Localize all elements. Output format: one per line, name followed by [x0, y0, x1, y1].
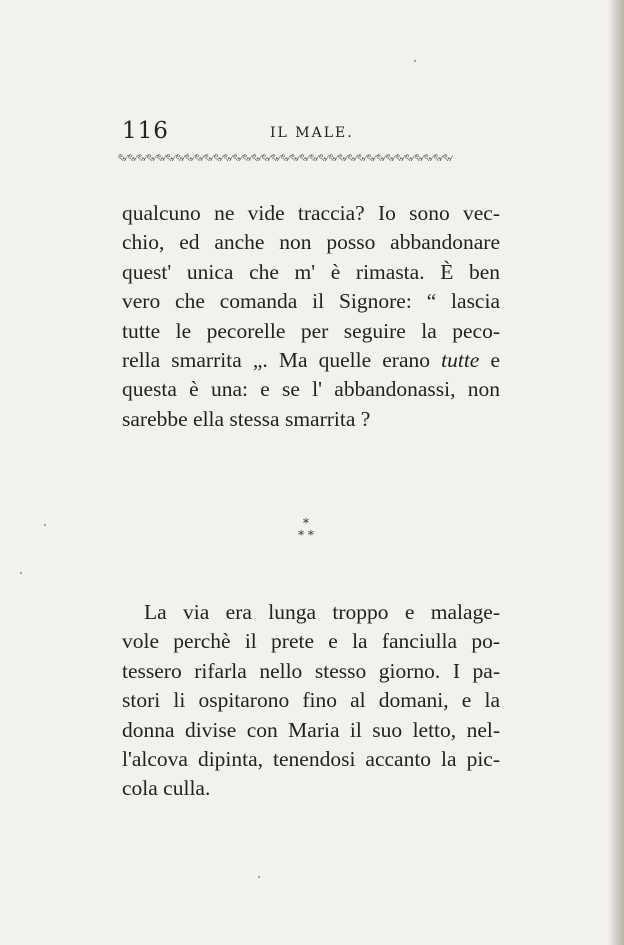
text-line: donna divise con Maria il suo letto, nel-	[122, 717, 500, 742]
page-number: 116	[122, 118, 169, 144]
asterism-section-break	[286, 517, 326, 541]
page-edge-shadow	[608, 0, 624, 945]
running-title: IL MALE.	[270, 125, 354, 141]
text-line: tessero rifarla nello stesso giorno. I pa-	[122, 658, 500, 683]
paper-speck	[20, 572, 22, 574]
text-line: l'alcova dipinta, tenendosi accanto la pic-	[122, 747, 500, 772]
text-line: tutte le pecorelle per seguire la peco-	[122, 318, 500, 343]
text-line: vero che comanda il Signore: “ lascia	[122, 289, 500, 314]
text-line: chio, ed anche non posso abbandonare	[122, 230, 500, 255]
paper-speck	[258, 876, 260, 878]
asterism-top: *	[303, 516, 309, 530]
text-line: questa è una: e se l' abbandonassi, non	[122, 377, 500, 402]
text-line: La via era lunga troppo e malage-	[144, 600, 500, 624]
paper-speck	[414, 60, 416, 62]
text-fragment: e	[490, 348, 500, 373]
italic-word: tutte	[441, 348, 480, 373]
page-header	[122, 118, 492, 148]
text-line: vole perchè il prete e la fanciulla po-	[122, 629, 500, 654]
text-line: cola culla.	[122, 776, 211, 801]
text-line: qualcuno ne vide traccia? Io sono vec-	[122, 201, 500, 225]
text-fragment: rella smarrita „. Ma quelle erano	[122, 348, 431, 373]
paragraph-2	[122, 598, 500, 804]
text-line: stori li ospitarono fino al domani, e la	[122, 688, 500, 713]
text-line-with-italic	[122, 346, 500, 375]
text-line: quest' unica che m' è rimasta. È ben	[122, 259, 500, 284]
asterism-bottom: * *	[298, 528, 314, 542]
paragraph-1	[122, 199, 500, 434]
paper-speck	[44, 524, 46, 526]
ornamental-rule-icon: ৎ৵ৎ৵ৎ৵ৎ৵ৎ৵ৎ৵ৎ৵ৎ৵ৎ৵ৎ৵ৎ৵ৎ৵ৎ৵ৎ৵ৎ৵ৎ৵ৎ৵ৎ৵ৎ৵ৎ৵ৎ৵ৎ৵ৎ৵ৎ৵ৎ৵ৎ৵ৎ৵ৎ৵ৎ৵ৎ৵ৎ৵ৎ৵ৎ৵ৎ৵ৎ৵	[118, 153, 453, 164]
text-line: sarebbe ella stessa smarrita ?	[122, 406, 371, 431]
